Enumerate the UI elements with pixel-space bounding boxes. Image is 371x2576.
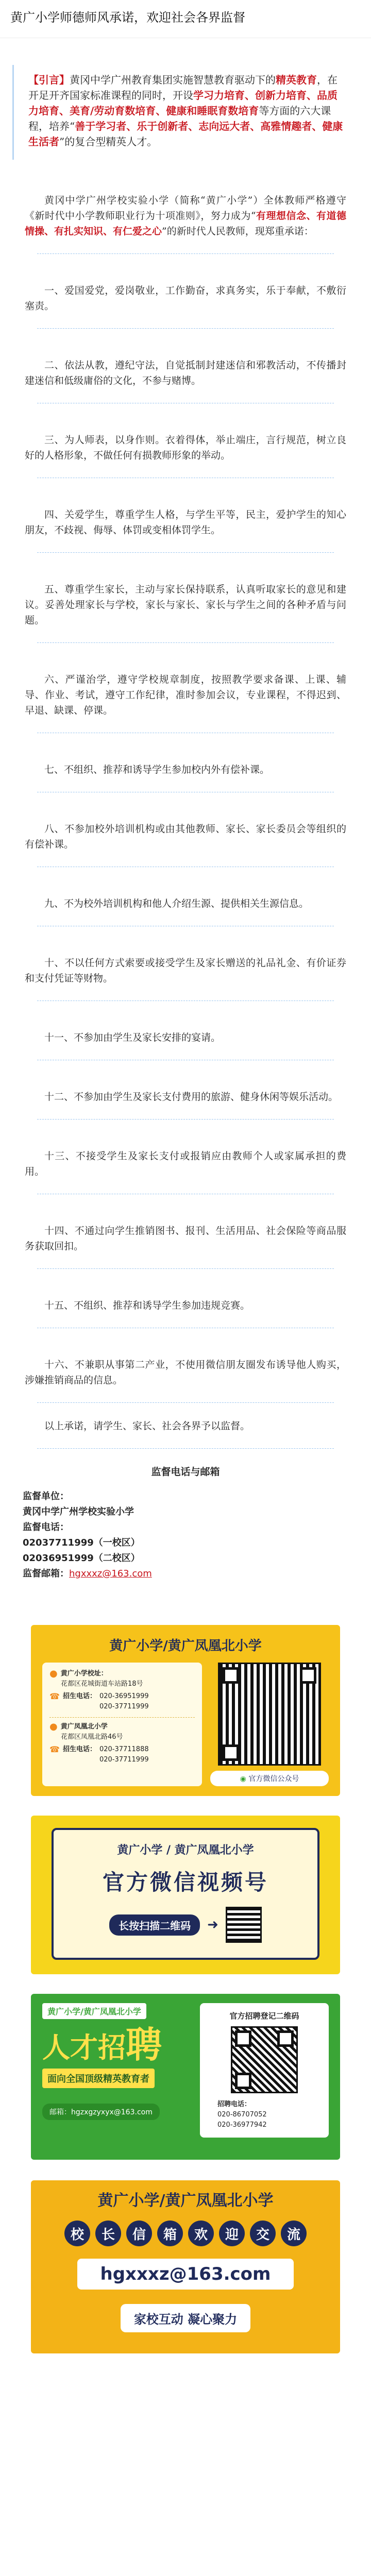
pledge-item: 一、爱国爱党，爱岗敬业，工作勤奋，求真务实，乐于奉献，不敷衍塞责。	[25, 285, 346, 312]
recruit-headline: 人才招	[42, 2031, 126, 2064]
recruit-email[interactable]: 邮箱：hgzxgzyxyx@163.com	[42, 2104, 160, 2120]
divider	[37, 777, 334, 792]
pledge-item: 三、为人师表，以身作则。衣着得体，举止端庄，言行规范，树立良好的人格形象，不做任何有损教师形象的举动。	[25, 434, 346, 461]
intro-text: 黄冈中学广州教育集团实施智慧教育驱动下的	[70, 74, 276, 86]
poster-principal-mailbox	[31, 2180, 340, 2353]
divider	[37, 1179, 334, 1194]
location-icon: ●	[49, 1668, 58, 1679]
mailbox-char: 迎	[219, 2221, 245, 2246]
divider	[37, 911, 334, 926]
recruit-subtitle: 面向全国顶级精英教育者	[42, 2069, 155, 2088]
divider	[37, 388, 334, 403]
divider	[37, 1045, 334, 1060]
pledge-item: 十三、不接受学生及家长支付或报销应由教师个人或家属承担的费用。	[25, 1150, 346, 1177]
mailbox-chars	[46, 2221, 325, 2246]
email-link[interactable]: hgxxxz@163.com	[69, 1568, 152, 1579]
arrow-right-icon: ➜	[207, 1917, 218, 1933]
contact-phone-1: 02037711999（一校区）	[23, 1537, 140, 1548]
pledge-list	[0, 254, 371, 1403]
pledge-item: 八、不参加校外培训机构或由其他教师、家长、家长委员会等组织的有偿补课。	[25, 823, 346, 850]
pledge-item: 十五、不组织、推荐和诱导学生参加违规竞赛。	[44, 1300, 250, 1311]
contact-section	[23, 1464, 348, 1582]
campus1-card: ● 黄广小学校址： 花都区花城街道车站路18号 ☎ 招生电话： 020-36951999 020-37711999	[49, 1669, 195, 1712]
mailbox-char: 校	[64, 2221, 90, 2246]
campus1-address: 花都区花城街道车站路18号	[61, 1680, 143, 1688]
pledge-item: 十、不以任何方式索要或接受学生及家长赠送的礼品礼金、有价证券和支付凭证等财物。	[25, 957, 346, 984]
intro-text: ，在开足开齐国家标准课程的同时，开设	[28, 74, 338, 101]
mailbox-char: 流	[281, 2221, 307, 2246]
contact-unit: 监督单位：	[23, 1491, 69, 1502]
divider	[37, 852, 334, 867]
poster2-headline: 官方微信视频号	[102, 1870, 268, 1895]
pledge-highlight: 有理想信念、有道德情操、有扎实知识、有仁爱之心	[25, 210, 346, 237]
mailbox-slogan: 家校互动 凝心聚力	[121, 2304, 250, 2332]
page-title: 黄广小学师德师风承诺，欢迎社会各界监督	[10, 11, 245, 25]
poster1-title: 黄广小学/黄广凤凰北小学	[109, 1638, 262, 1654]
intro-tag: 【引言】	[28, 74, 70, 86]
mailbox-char: 欢	[188, 2221, 214, 2246]
divider	[37, 1105, 334, 1120]
divider	[37, 1434, 334, 1449]
campus2-phone: 020-37711999	[99, 1756, 149, 1764]
phone-icon: ☎	[49, 1691, 60, 1701]
pledge-item: 六、严谨治学，遵守学校规章制度，按照教学要求备课、上课、辅导、作业、考试，遵守工作纪律，准时参加会议，专业课程，不得迟到、早退、缺课、停课。	[25, 674, 346, 716]
contact-email: 监督邮箱：hgxxxz@163.com	[23, 1568, 152, 1579]
intro-highlight: 善于学习者、乐于创新者、志向远大者、高雅情趣者、健康生活者	[28, 120, 343, 148]
poster2-title: 黄广小学 / 黄广凤凰北小学	[117, 1844, 254, 1857]
poster-video-channel	[31, 1816, 340, 1974]
location-icon: ●	[49, 1721, 58, 1732]
divider	[37, 463, 334, 478]
campus1-phone: 020-37711999	[99, 1703, 149, 1710]
intro-text: ”的复合型精英人才。	[59, 135, 158, 148]
divider	[37, 718, 334, 733]
divider	[37, 239, 334, 254]
pledge-item: 九、不为校外培训机构和他人介绍生源、提供相关生源信息。	[44, 898, 309, 909]
mailbox-char: 信	[126, 2221, 152, 2246]
mailbox-email[interactable]: hgxxxz@163.com	[77, 2259, 294, 2290]
phone-icon: ☎	[49, 1744, 60, 1754]
qr-caption: ◉ 官方微信公众号	[210, 1771, 329, 1786]
contact-heading: 监督电话与邮箱	[151, 1466, 220, 1478]
pledge-item: 五、尊重学生家长，主动与家长保持联系，认真听取家长的意见和建议。妥善处理家长与学校，家长与家长、家长与学生之间的各种矛盾与问题。	[25, 584, 346, 626]
divider	[37, 1254, 334, 1269]
contact-phone-label: 监督电话：	[23, 1522, 69, 1533]
pledge-intro: 黄冈中学广州学校实验小学（简称“黄广小学”）全体教师严格遵守《新时代中小学教师职业行为十项准则》，努力成为“有理想信念、有道德情操、有扎实知识、有仁爱之心”的新时代人民教师，现郑重承诺：	[25, 195, 346, 237]
mailbox-char: 箱	[157, 2221, 183, 2246]
poster3-title: 黄广小学/黄广凤凰北小学	[42, 2003, 146, 2019]
poster4-title: 黄广小学/黄广凤凰北小学	[97, 2192, 274, 2210]
poster-admissions	[31, 1625, 340, 1796]
video-qr-code[interactable]	[226, 1907, 262, 1943]
campus2-address: 花都区凤凰北路46号	[61, 1733, 123, 1741]
intro-box	[12, 65, 359, 160]
contact-phone-2: 02036951999（二校区）	[23, 1553, 140, 1564]
closing-text: 以上承诺，请学生、家长、社会各界予以监督。	[44, 1420, 250, 1432]
pledge-item: 十二、不参加由学生及家长支付费用的旅游、健身休闲等娱乐活动。	[44, 1091, 339, 1103]
scan-qr-button[interactable]: 长按扫描二维码	[109, 1914, 200, 1936]
pledge-item: 七、不组织、推荐和诱导学生参加校内外有偿补课。	[44, 764, 270, 775]
wechat-icon: ◉	[240, 1775, 246, 1783]
recruit-phone: 020-86707052	[217, 2111, 267, 2119]
divider	[37, 986, 334, 1001]
intro-highlight: 学习力培育、创新力培育、品质力培育、美育/劳动育数培育、健康和睡眠育数培育	[28, 89, 338, 117]
intro-highlight: 精英教育	[276, 74, 317, 86]
page-header	[0, 0, 371, 38]
contact-unit-value: 黄冈中学广州学校实验小学	[23, 1506, 134, 1517]
divider	[37, 1313, 334, 1328]
divider	[37, 1388, 334, 1403]
recruit-phone: 020-36977942	[217, 2121, 267, 2129]
recruit-qr-code[interactable]	[231, 2026, 298, 2093]
campus2-phone: 020-37711888	[99, 1745, 149, 1753]
mailbox-char: 长	[95, 2221, 121, 2246]
pledge-item: 十一、不参加由学生及家长安排的宴请。	[44, 1032, 221, 1043]
pledge-item: 四、关爱学生，尊重学生人格，与学生平等，民主，爱护学生的知心朋友，不歧视、侮辱、体罚或变相体罚学生。	[25, 509, 346, 536]
intro-text: 等方面的六大课程，培养“	[28, 105, 331, 132]
campus2-card: ● 黄广凤凰北小学 花都区凤凰北路46号 ☎ 招生电话： 020-37711888 020-37711999	[49, 1717, 195, 1765]
divider	[37, 314, 334, 329]
pledge-item: 二、依法从教，遵纪守法，自觉抵制封建迷信和邪教活动，不传播封建迷信和低级庸俗的文化，不参与赌博。	[25, 360, 346, 386]
campus1-phone: 020-36951999	[99, 1692, 149, 1700]
recruit-headline-end: 聘	[126, 2024, 162, 2066]
pledge-item: 十四、不通过向学生推销图书、报刊、生活用品、社会保险等商品服务获取回扣。	[25, 1225, 346, 1252]
divider	[37, 628, 334, 643]
mailbox-char: 交	[250, 2221, 276, 2246]
divider	[37, 538, 334, 553]
poster-recruitment: 黄广小学/黄广凤凰北小学 人才招聘 面向全国顶级精英教育者 邮箱：hgzxgzyxyx@163.com 官方招聘登记二维码 招聘电话： 020-86707052 020-36977942	[31, 1994, 340, 2160]
recruit-qr-title: 官方招聘登记二维码	[229, 2011, 299, 2021]
pledge-item: 十六、不兼职从事第二产业，不使用微信朋友圈发布诱导他人购买，涉嫌推销商品的信息。	[25, 1359, 346, 1386]
wechat-qr-code[interactable]	[218, 1663, 321, 1766]
